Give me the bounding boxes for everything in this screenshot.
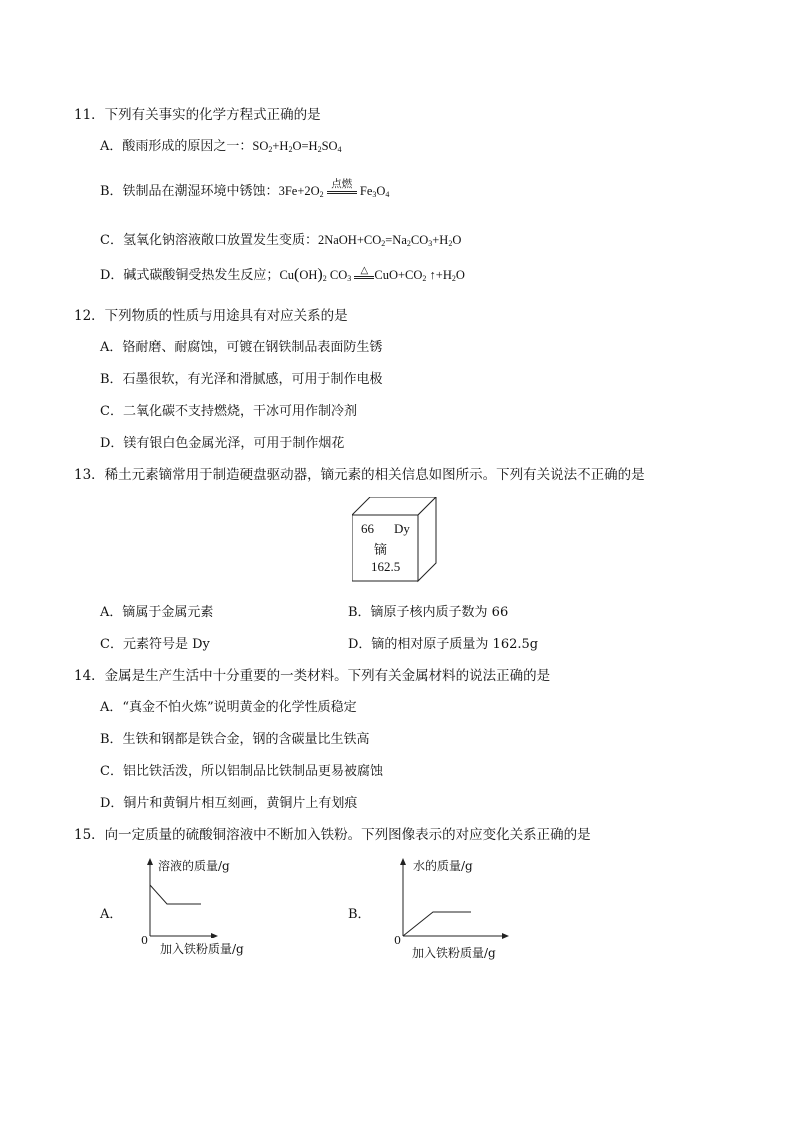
q13-stem: 13．稀土元素镝常用于制造硬盘驱动器，镝元素的相关信息如图所示。下列有关说法不正确的是: [74, 467, 645, 483]
heat-triangle-icon: △: [360, 265, 369, 276]
q11-stem: 11．下列有关事实的化学方程式正确的是: [74, 107, 321, 123]
element-name: 镝: [374, 542, 388, 557]
graph-b-y-axis-label: 水的质量/g: [413, 859, 473, 873]
q13-option-d: D．镝的相对原子质量为 162.5g: [348, 637, 539, 652]
graph-a-y-axis-label: 溶液的质量/g: [158, 859, 230, 873]
q14-option-a: A．“真金不怕火炼”说明黄金的化学性质稳定: [100, 700, 357, 715]
q14-option-c: C．铝比铁活泼，所以铝制品比铁制品更易被腐蚀: [100, 764, 383, 779]
q11-option-b-formula: $3Fe+2O_2$ 点燃 $Fe_3O_4$: [278, 179, 390, 199]
q12-option-c: C．二氧化碳不支持燃烧，干冰可用作制冷剂: [100, 404, 357, 419]
q11-option-d-formula: $Cu(OH)_2$ $CO_3$ △ $CuO+CO_2$ $↑+H_2O$: [279, 265, 465, 283]
graph-b-x-axis-label: 加入铁粉质量/g: [412, 946, 496, 960]
q11-option-d-label: D．碱式碳酸铜受热发生反应；: [100, 268, 280, 283]
reaction-condition-arrow: [327, 179, 357, 199]
atomic-mass: 162.5: [371, 559, 401, 574]
q11-option-a-label: A．酸雨形成的原因之一：: [100, 139, 253, 154]
q14-option-b: B．生铁和钢都是铁合金，钢的含碳量比生铁高: [100, 732, 370, 747]
q12-option-b: B．石墨很软，有光泽和滑腻感，可用于制作电极: [100, 372, 383, 387]
q12-option-d: D．镁有银白色金属光泽，可用于制作烟花: [100, 436, 345, 451]
q11-option-a: [100, 135, 342, 154]
graph-a-origin: 0: [141, 934, 148, 947]
q13-option-c: C．元素符号是 Dy: [100, 637, 210, 652]
q14-option-d: D．铜片和黄铜片相互刻画，黄铜片上有划痕: [100, 796, 358, 811]
q11-option-c: [100, 229, 461, 248]
q13-option-b: B．镝原子核内质子数为 66: [348, 605, 509, 620]
q11-option-a-formula: $SO_2+H_2O=H_2SO_4$: [252, 139, 342, 154]
q11-option-d: [100, 264, 465, 284]
q15-option-a-label: A．: [100, 907, 123, 922]
element-symbol: Dy: [394, 521, 410, 536]
q14-stem: 14．金属是生产生活中十分重要的一类材料。下列有关金属材料的说法正确的是: [74, 668, 551, 684]
q13-option-a: A．镝属于金属元素: [100, 605, 214, 620]
q12-stem: 12．下列物质的性质与用途具有对应关系的是: [74, 308, 348, 324]
q11-option-c-formula: $2NaOH+CO_2=Na_2CO_3+H_2O$: [317, 233, 462, 248]
graph-b-origin: 0: [394, 934, 401, 947]
q11-option-c-label: C．氢氧化钠溶液敞口放置发生变质：: [100, 233, 318, 248]
q11-option-b-label: B．铁制品在潮湿环境中锈蚀：: [100, 184, 279, 199]
q15-stem: 15．向一定质量的硫酸铜溶液中不断加入铁粉。下列图像表示的对应变化关系正确的是: [74, 827, 591, 843]
q12-option-a: A．铬耐磨、耐腐蚀，可镀在钢铁制品表面防生锈: [100, 340, 383, 355]
q11-option-b: [100, 180, 389, 199]
element-cell-figure: [352, 497, 442, 587]
graph-a-x-axis-label: 加入铁粉质量/g: [160, 942, 244, 956]
q15-option-b-label: B．: [348, 907, 371, 922]
reaction-condition-text: 点燃: [331, 179, 353, 190]
atomic-number: 66: [361, 521, 374, 536]
heat-condition-arrow: [354, 265, 374, 284]
